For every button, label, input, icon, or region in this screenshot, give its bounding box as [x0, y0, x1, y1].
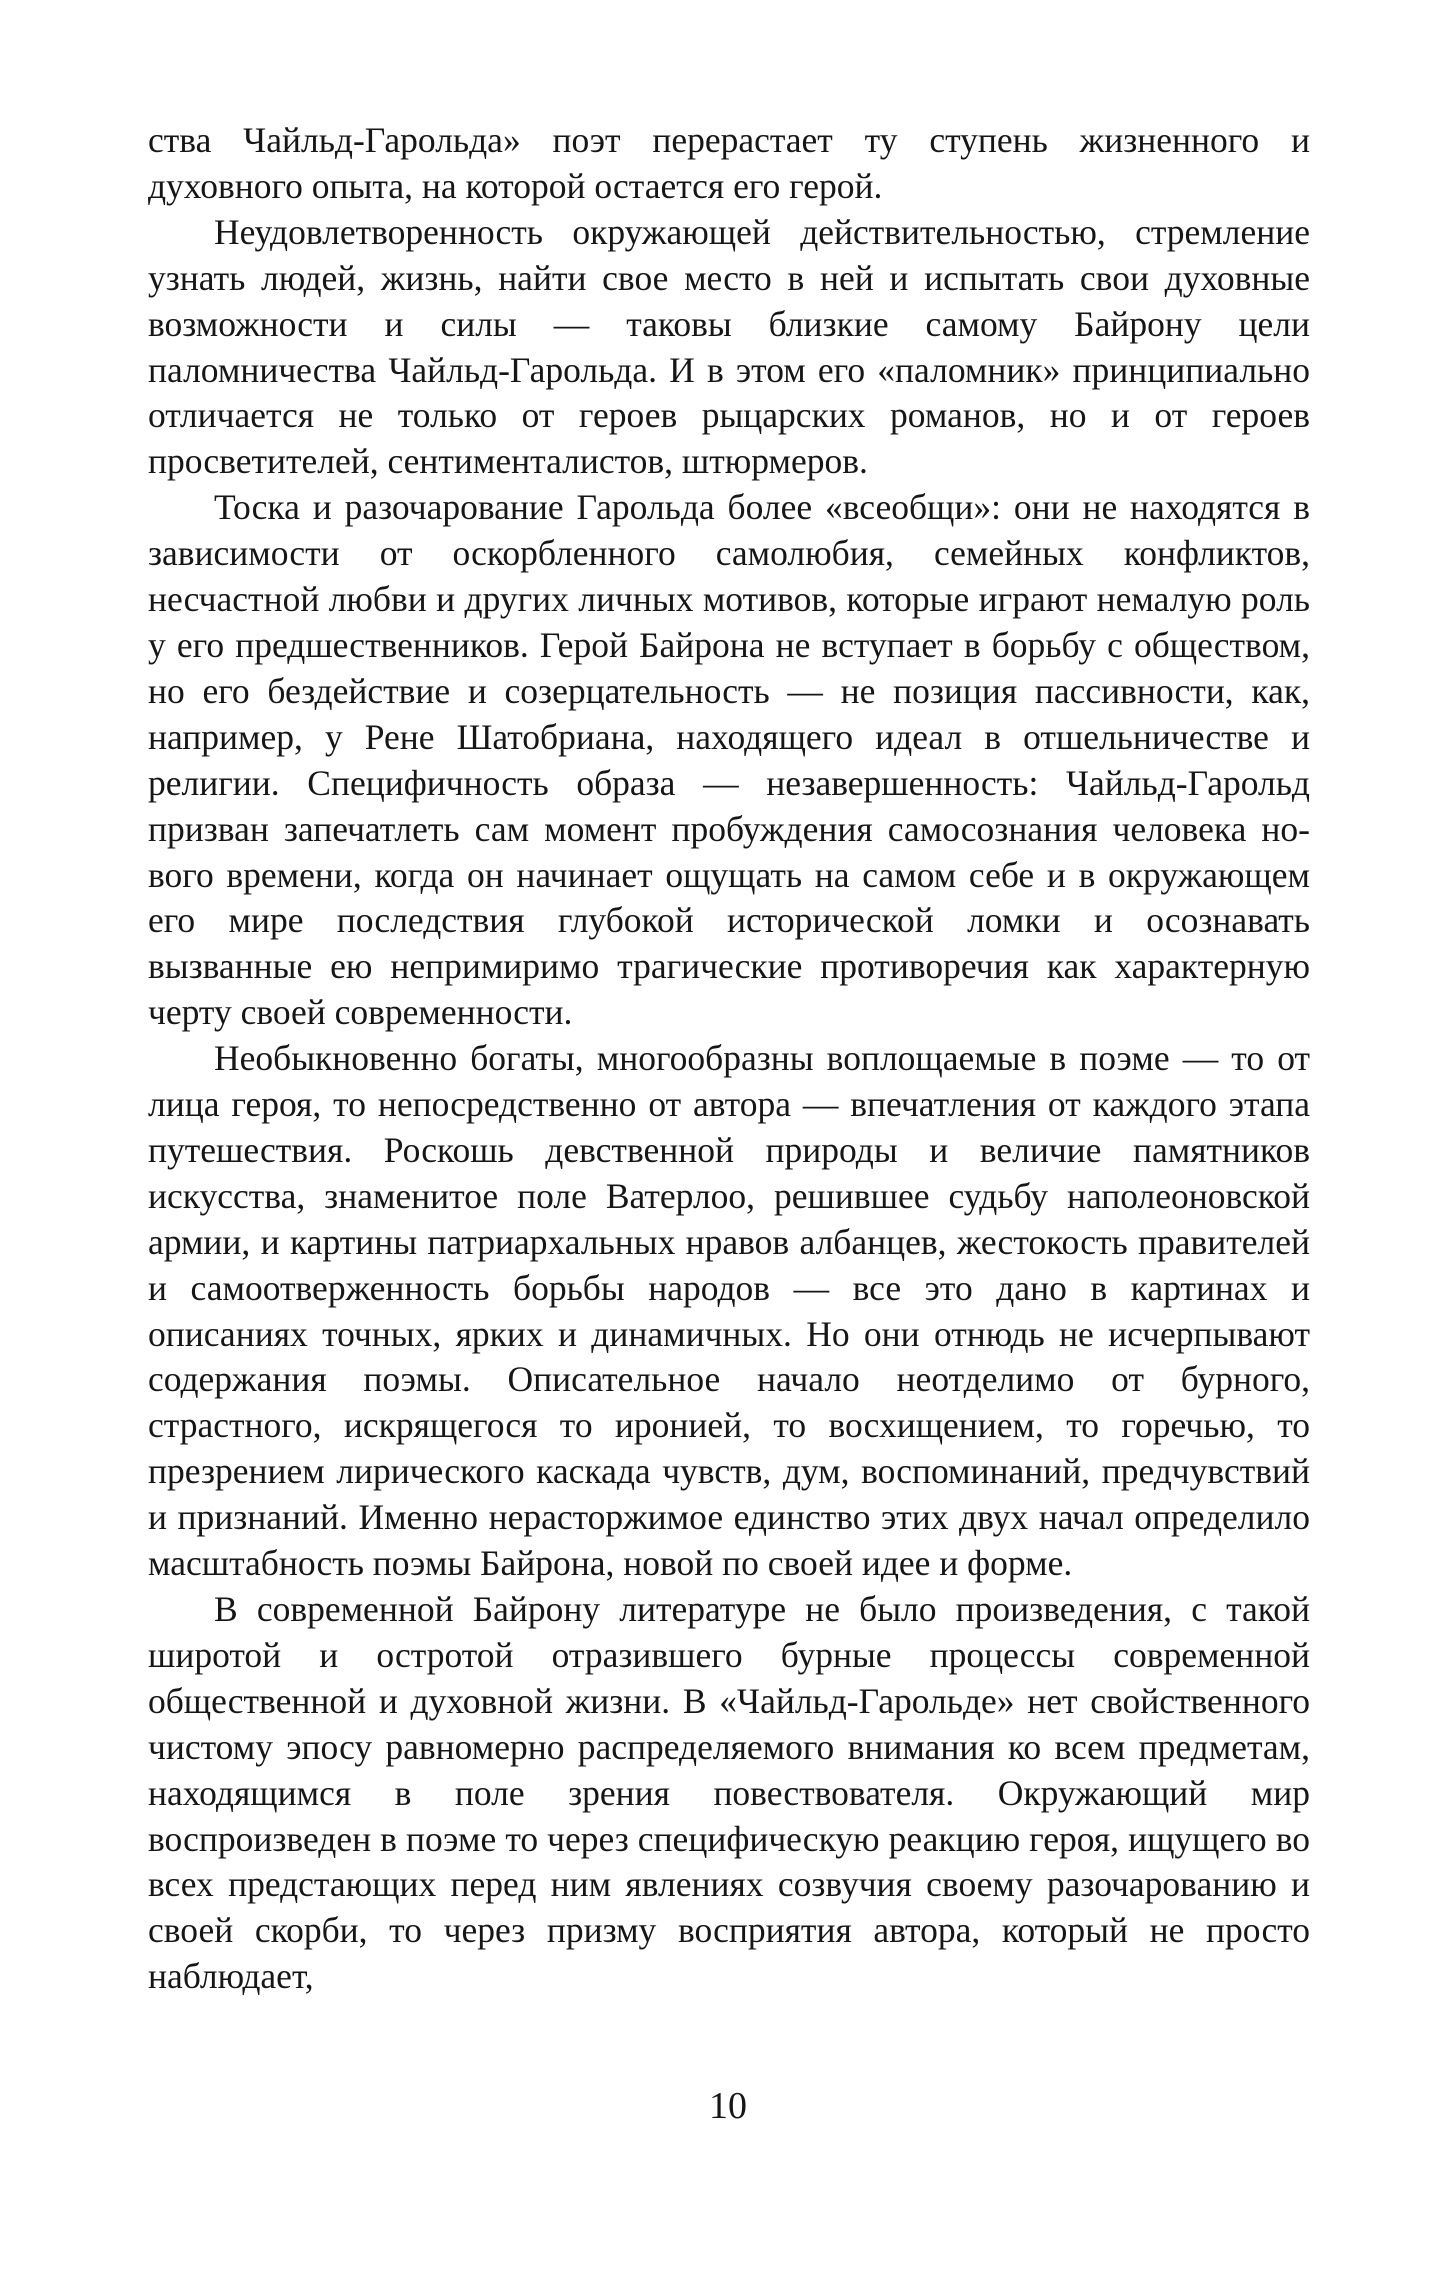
paragraph-continuation: ства Чайльд-Гарольда» поэт перерастает ту ступень жизненного и духовного опыта, на которой остается его герой.	[148, 120, 1310, 206]
paragraph-impressions: Необыкновенно богаты, многообразны воплощаемые в поэме — то от лица героя, то непосредственно от автора — впечатления от каждого этапа путешествия. Роскошь девственной природы и величие памятников искусства, знаменитое поле Ватерлоо, решившее судьбу наполеоновской армии, и картины патриархальных нравов албанцев, жестокость правителей и самоотверженность борьбы народов — все это дано в картинах и описаниях точных, ярких и динамичных. Но они отнюдь не исчерпывают содержания поэмы. Описательное начало неотделимо от бурного, страстного, искрящегося то иронией, то восхищением, то горечью, то презрением лирического каскада чувств, дум, воспоминаний, предчувствий и признаний. Именно нерасторжимое единство этих двух начал определило масштабность поэмы Байрона, новой по своей идее и форме.	[148, 1038, 1310, 1584]
page-number: 10	[709, 2085, 747, 2127]
paragraph-dissatisfaction: Неудовлетворенность окружающей действительностью, стремление узнать людей, жизнь, найти свое место в ней и испытать свои духовные возможности и силы — таковы близкие самому Байрону цели паломничества Чайльд-Гарольда. И в этом его «паломник» принципиально отличается не только от героев рыцарских романов, но и от героев просветителей, сентименталистов, штюрмеров.	[148, 211, 1310, 482]
paragraph-melancholy: Тоска и разочарование Гарольда более «всеобщи»: они не находятся в зависимости от оскорбленного самолюбия, семейных конфликтов, несчастной любви и других личных мотивов, которые играют немалую роль у его предшественников. Герой Байрона не вступает в борьбу с обществом, но его бездействие и созерцательность — не позиция пассивности, как, например, у Рене Шатобриана, находящего идеал в отшельничестве и религии. Специфичность образа — незавершенность: Чайльд-Гарольд призван запечатлеть сам момент пробуждения самосознания человека нового времени, когда он начинает ощущать на самом себе и в окружающем его мире последствия глубокой исторической ломки и осознавать вызванные ею непримиримо трагические противоречия как характерную черту своей современности.	[148, 487, 1310, 1033]
page-body	[148, 118, 1310, 2000]
paragraph-contemporary-literature: В современной Байрону литературе не было произведения, с такой широтой и остротой отразившего бурные процессы современной общественной и духовной жизни. В «Чайльд-Гарольде» нет свойственного чистому эпосу равномерно распределяемого внимания ко всем предметам, находящимся в поле зрения повествователя. Окружающий мир воспроизведен в поэме то через специфическую реакцию героя, ищущего во всех предстающих перед ним явлениях созвучия своему разочарованию и своей скорби, то через призму восприятия автора, который не просто наблюдает,	[148, 1589, 1310, 1997]
